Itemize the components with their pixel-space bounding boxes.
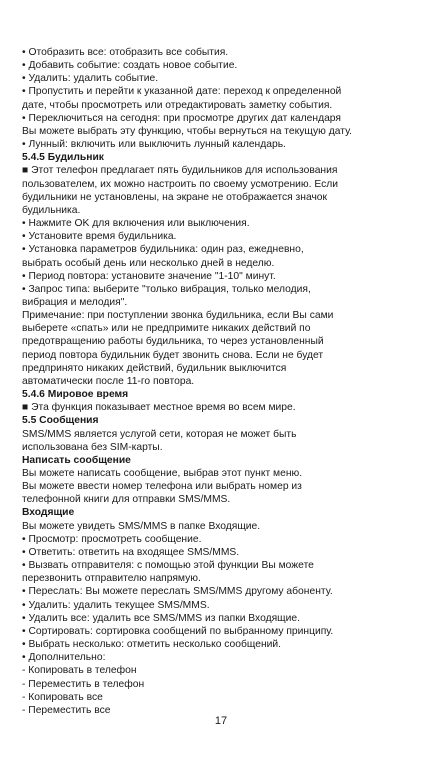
text-line: предотвращению работы будильника, то через установленный xyxy=(22,336,324,348)
text-line: • Установите время будильника. xyxy=(22,231,177,243)
section-heading: 5.5 Сообщения xyxy=(22,415,99,427)
text-line: - Копировать в телефон xyxy=(22,665,137,677)
text-line: - Копировать все xyxy=(22,691,103,703)
text-line: • Удалить: удалить текущее SMS/MMS. xyxy=(22,599,210,611)
text-line: перезвонить отправителю напрямую. xyxy=(22,573,201,585)
text-line: • Дополнительно: xyxy=(22,652,106,664)
text-line: телефонной книги для отправки SMS/MMS. xyxy=(22,494,231,506)
text-line: использована без SIM-карты. xyxy=(22,441,163,453)
text-line: • Вызвать отправителя: с помощью этой функции Вы можете xyxy=(22,560,314,572)
text-line: • Отобразить все: отобразить все события. xyxy=(22,47,229,58)
text-line: • Выбрать несколько: отметить несколько сообщений. xyxy=(22,639,282,651)
text-line: • Удалить все: удалить все SMS/MMS из папки Входящие. xyxy=(22,612,300,624)
text-line: Примечание: при поступлении звонка будильника, если Вы сами xyxy=(22,310,334,322)
section-heading: 5.4.6 Мировое время xyxy=(22,389,129,401)
document-body xyxy=(22,46,424,717)
text-line: дате, чтобы просмотреть или отредактировать заметку события. xyxy=(22,99,333,111)
text-line: Вы можете написать сообщение, выбрав этот пункт меню. xyxy=(22,468,303,479)
text-line: выбрать особый день или несколько дней в неделю. xyxy=(22,257,275,269)
text-line: - Переместить в телефон xyxy=(22,678,145,690)
page-number: 17 xyxy=(214,715,228,727)
section-heading: Входящие xyxy=(22,507,75,519)
text-line: Вы можете выбрать эту функцию, чтобы вернуться на текущую дату. xyxy=(22,125,353,137)
text-line: предпринято никаких действий, будильник выключится xyxy=(22,362,287,374)
text-line: • Добавить событие: создать новое событие. xyxy=(22,60,238,72)
text-line: Вы можете увидеть SMS/MMS в папке Входящие. xyxy=(22,520,261,532)
text-line: • Ответить: ответить на входящее SMS/MMS. xyxy=(22,546,240,558)
text-line: - Переместить все xyxy=(22,704,111,716)
text-line: SMS/MMS является услугой сети, которая не может быть xyxy=(22,428,297,440)
text-line: автоматически после 11-го повтора. xyxy=(22,375,195,387)
text-line: • Просмотр: просмотреть сообщение. xyxy=(22,533,202,545)
text-line: • Переслать: Вы можете переслать SMS/MMS другому абоненту. xyxy=(22,586,333,598)
text-line: • Период повтора: установите значение "1-10" минут. xyxy=(22,270,276,282)
text-line: вибрация и мелодия". xyxy=(22,296,128,308)
text-line: • Запрос типа: выберите "только вибрация, только мелодия, xyxy=(22,283,311,295)
text-line: ■ Этот телефон предлагает пять будильников для использования xyxy=(22,165,338,177)
text-line: • Удалить: удалить событие. xyxy=(22,73,159,85)
text-line: • Пропустить и перейти к указанной дате: переход к определенной xyxy=(22,86,342,98)
text-line: ■ Эта функция показывает местное время во всем мире. xyxy=(22,402,296,414)
text-line: • Сортировать: сортировка сообщений по выбранному принципу. xyxy=(22,625,334,637)
text-line: • Переключиться на сегодня: при просмотре других дат календаря xyxy=(22,112,341,124)
text-line: выберете «спать» или не предпримите никаких действий по xyxy=(22,323,311,335)
section-heading: 5.4.5 Будильник xyxy=(22,152,104,164)
text-line: • Нажмите OK для включения или выключения. xyxy=(22,218,250,230)
text-line: будильники не установлены, на экране не отображается значок xyxy=(22,191,328,203)
text-line: • Установка параметров будильника: один раз, ежедневно, xyxy=(22,244,304,256)
text-line: период повтора будильник будет звонить снова. Если не будет xyxy=(22,349,324,361)
text-line: • Лунный: включить или выключить лунный календарь. xyxy=(22,139,286,151)
text-line: Вы можете ввести номер телефона или выбрать номер из xyxy=(22,481,302,493)
text-line: будильника. xyxy=(22,204,81,216)
section-heading: Написать сообщение xyxy=(22,454,131,466)
text-line: пользователем, их можно настроить по своему усмотрению. Если xyxy=(22,178,338,190)
